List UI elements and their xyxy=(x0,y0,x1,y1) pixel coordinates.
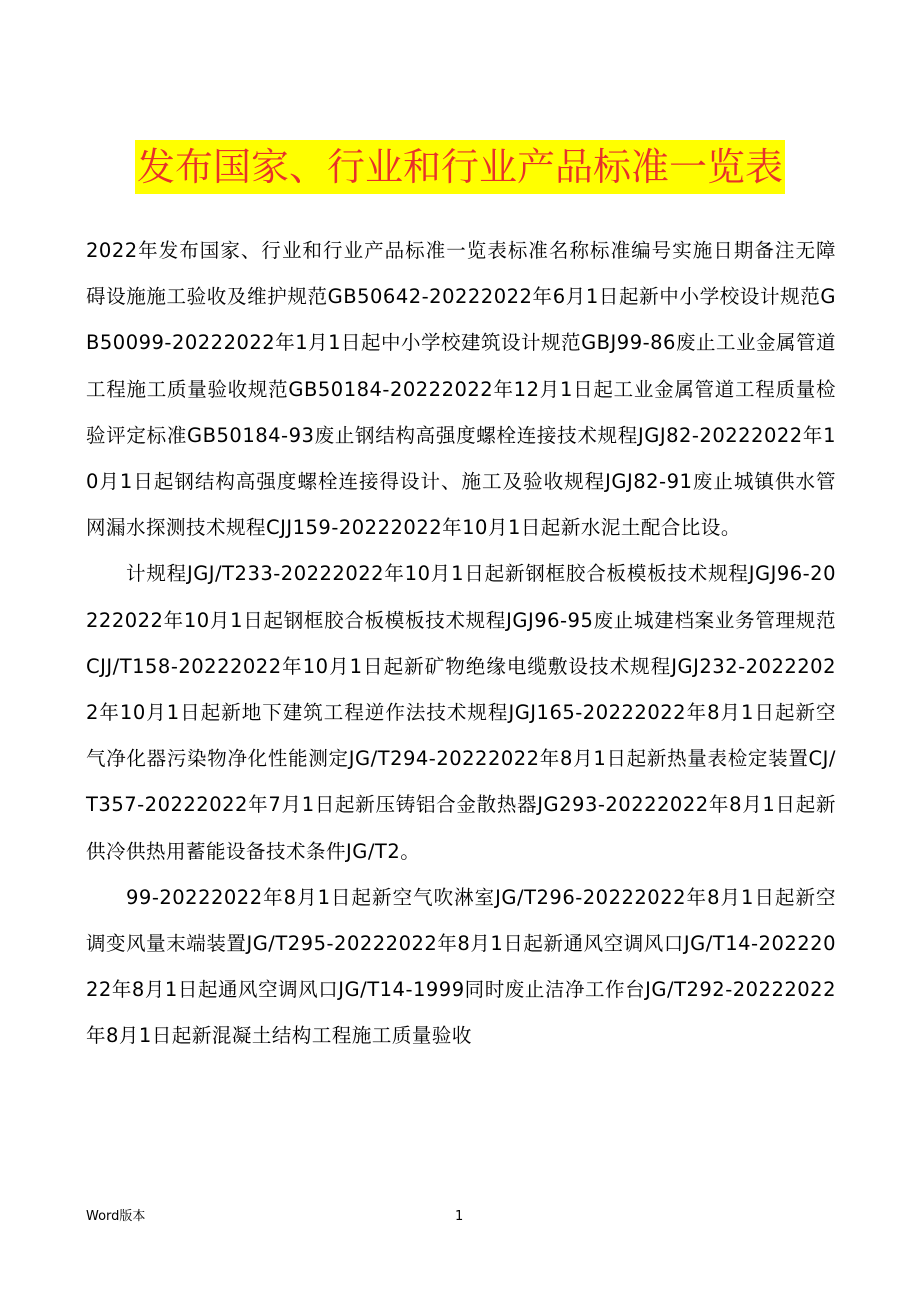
footer-page-number: 1 xyxy=(455,1209,464,1224)
document-body xyxy=(86,228,836,1060)
paragraph-1: 2022年发布国家、行业和行业产品标准一览表标准名称标准编号实施日期备注无障碍设施施工验收及维护规范GB50642-20222022年6月1日起新中小学校设计规范GB50099-20222022年1月1日起中小学校建筑设计规范GBJ99-86废止工业金属管道工程施工质量验收规范GB50184-20222022年12月1日起工业金属管道工程质量检验评定标准GB50184-93废止钢结构高强度螺栓连接技术规程JGJ82-20222022年10月1日起钢结构高强度螺栓连接得设计、施工及验收规程JGJ82-91废止城镇供水管网漏水探测技术规程CJJ159-20222022年10月1日起新水泥土配合比设。 xyxy=(86,239,836,540)
document-title: 发布国家、行业和行业产品标准一览表 xyxy=(135,140,785,194)
title-container xyxy=(0,140,920,194)
paragraph-3: 99-20222022年8月1日起新空气吹淋室JG/T296-20222022年8月1日起新空调变风量末端装置JG/T295-20222022年8月1日起新通风空调风口JG/T14-20222022年8月1日起通风空调风口JG/T14-1999同时废止洁净工作台JG/T292-20222022年8月1日起新混凝土结构工程施工质量验收 xyxy=(86,885,836,1048)
paragraph-2: 计规程JGJ/T233-20222022年10月1日起新钢框胶合板模板技术规程JGJ96-20222022年10月1日起钢框胶合板模板技术规程JGJ96-95废止城建档案业务管理规范CJJ/T158-20222022年10月1日起新矿物绝缘电缆敷设技术规程JGJ232-20222022年10月1日起新地下建筑工程逆作法技术规程JGJ165-20222022年8月1日起新空气净化器污染物净化性能测定JG/T294-20222022年8月1日起新热量表检定装置CJ/T357-20222022年7月1日起新压铸铝合金散热器JG293-20222022年8月1日起新供冷供热用蓄能设备技术条件JG/T2。 xyxy=(86,562,836,863)
footer-label: Word版本 xyxy=(86,1209,146,1224)
